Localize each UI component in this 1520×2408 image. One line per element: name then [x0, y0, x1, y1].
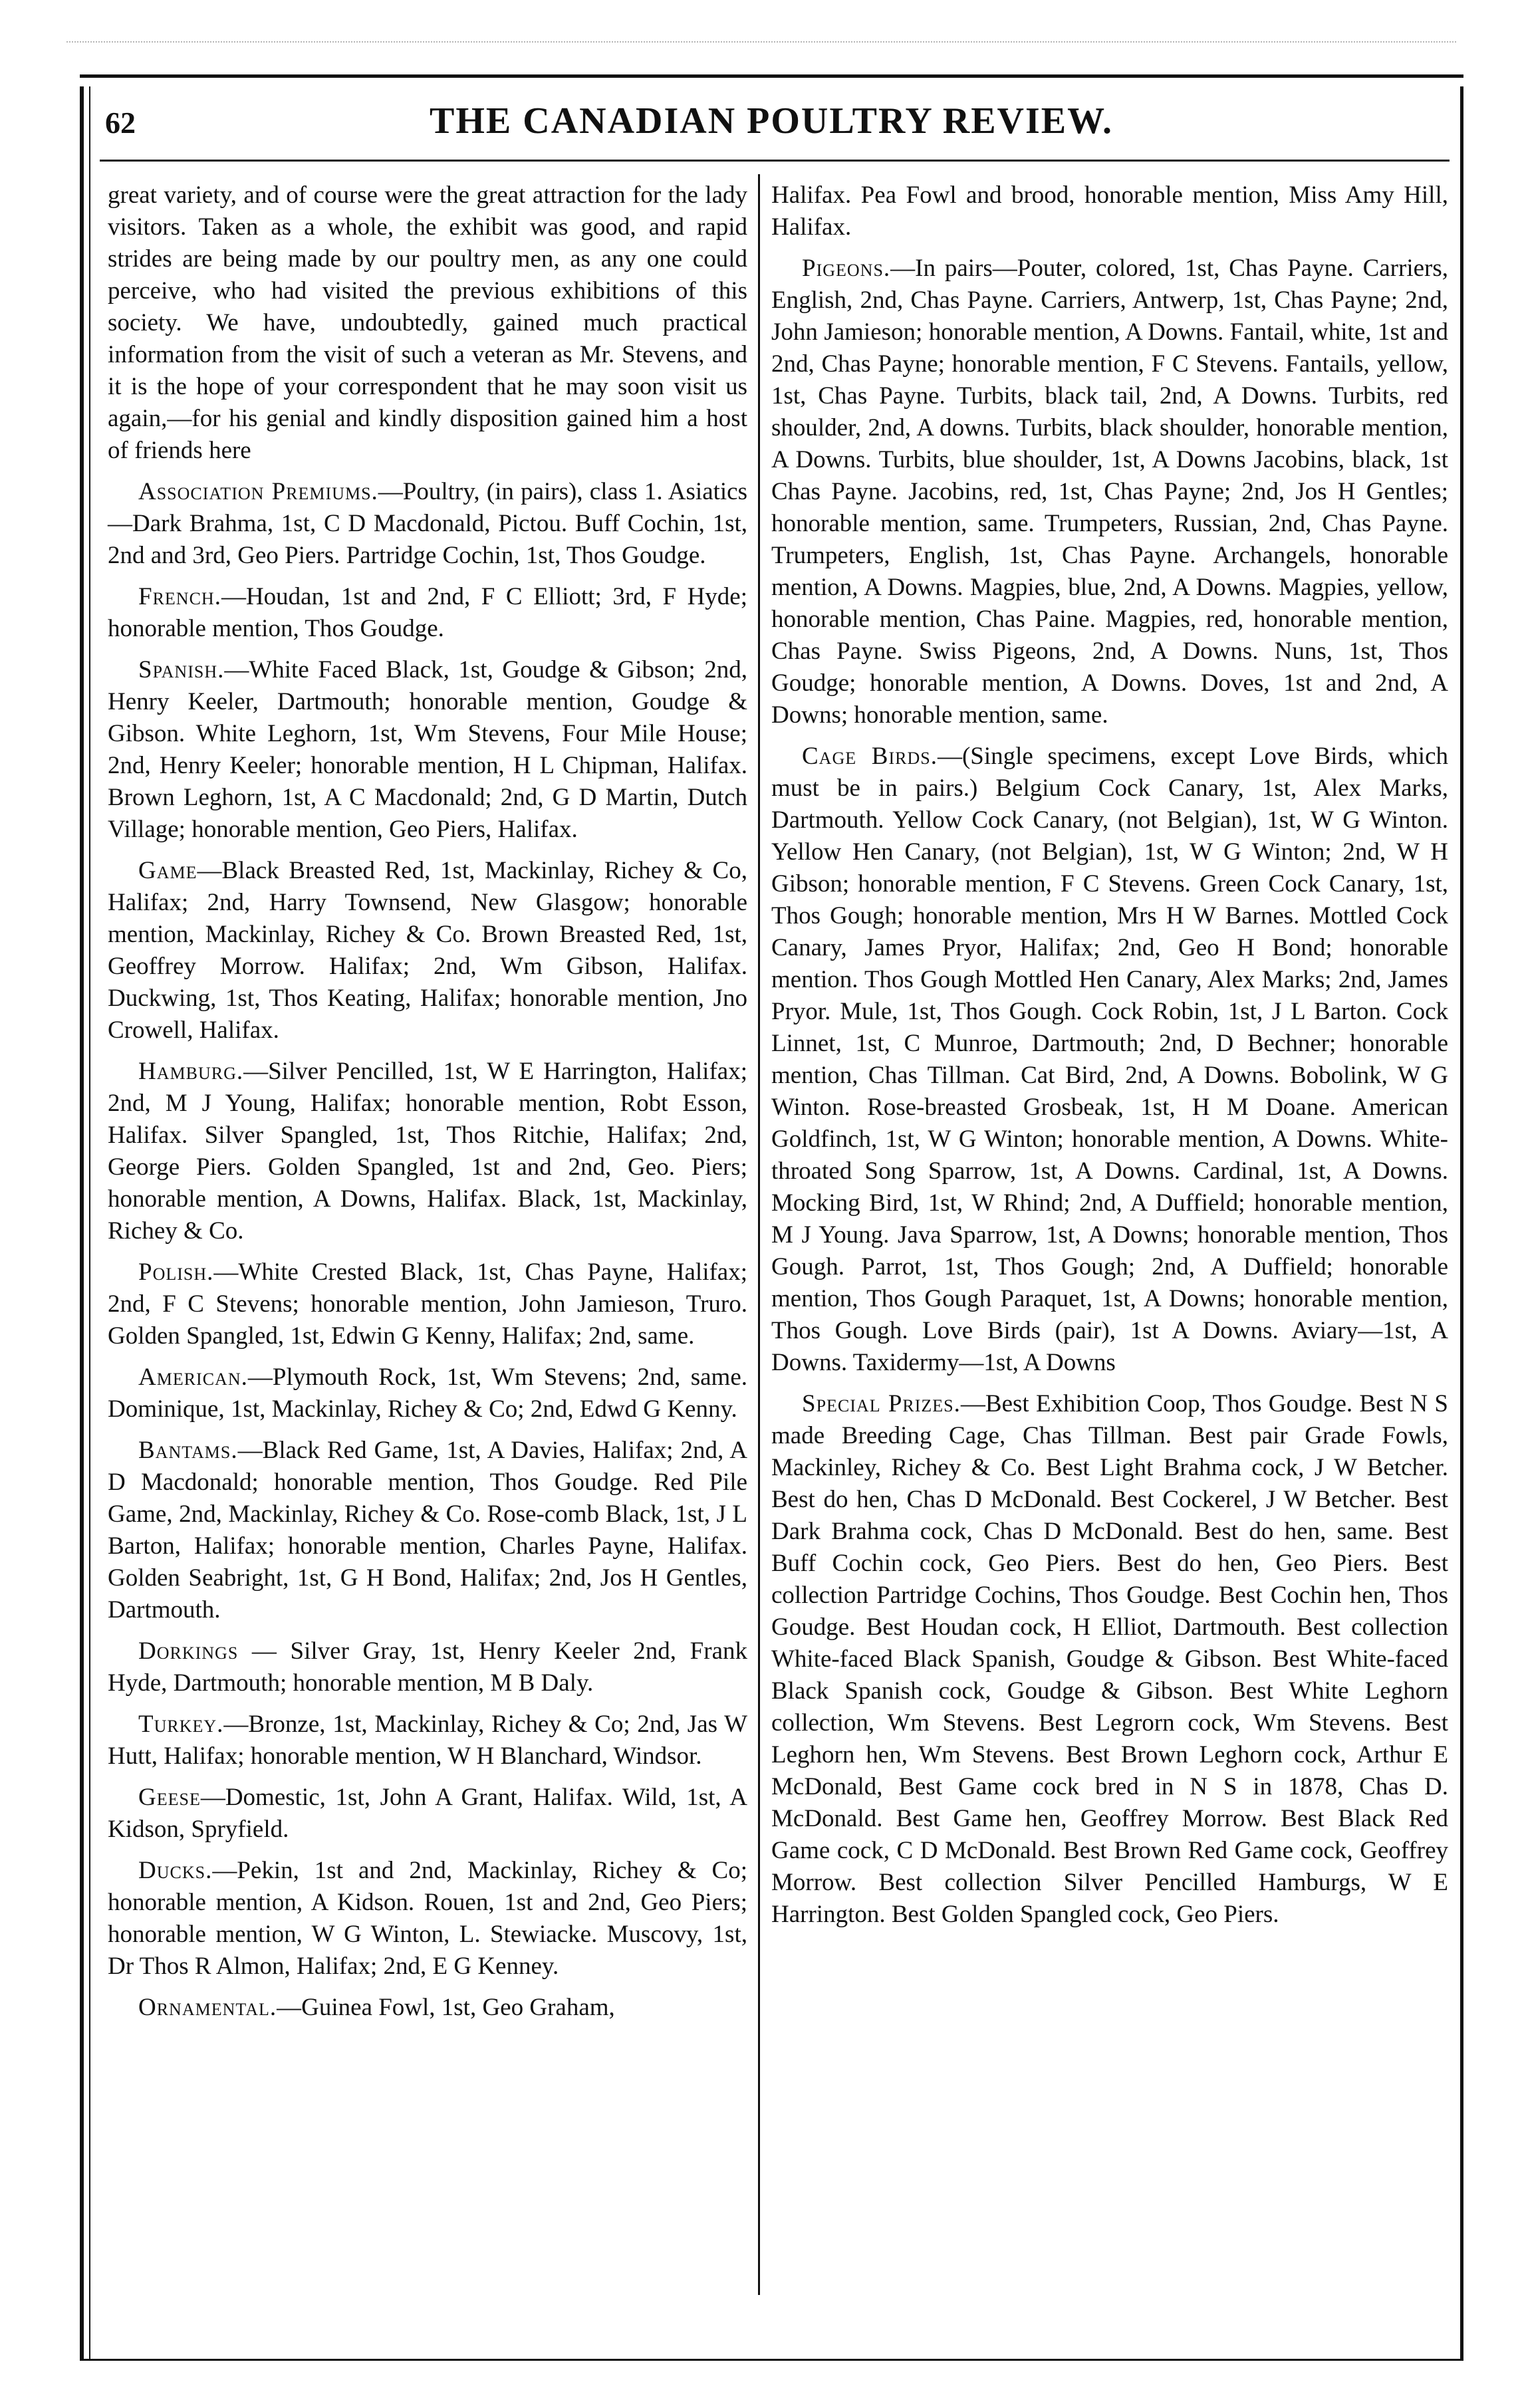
paragraph-text: —(Single specimens, except Love Birds, which must be in pairs.) Belgium Cock Canary, 1st, Alex Marks, Dartmouth. Yellow Cock Canary, (not Belgian), 1st, W G Winton. Yellow Hen Canary, (not Belgian), 1st, W G Winton; 2nd, W H Gibson; honorable mention, F C Stevens. Green Cock Canary, 1st, Thos Gough; honorable mention, Mrs H W Barnes. Mottled Cock Canary, James Pryor, Halifax; 2nd, Geo H Bond; honorable mention. Thos Gough Mottled Hen Canary, Alex Marks; 2nd, James Pryor. Mule, 1st, Thos Gough. Cock Robin, 1st, J L Barton. Cock Linnet, 1st, C Munroe, Dartmouth; 2nd, D Bechner; honorable mention, Chas Tillman. Cat Bird, 2nd, A Downs. Bobolink, W G Winton. Rose-breasted Grosbeak, 1st, H M Doane. American Goldfinch, 1st, W G Winton; honorable mention, A Downs. White-throated Song Sparrow, 1st, A Downs. Cardinal, 1st, A Downs. Mocking Bird, 1st, W Rhind; 2nd, A Duffield; honorable mention, M J Young. Java Sparrow, 1st, A Downs; honorable mention, Thos Gough. Parrot, 1st, Thos Gough; 2nd, A Duffield; honorable mention, Thos Gough Paraquet, 1st, A Downs; honorable mention, Thos Gough. Love Birds (pair), 1st A Downs. Aviary—1st, A Downs. Taxidermy—1st, A Downs: [771, 743, 1448, 1376]
paragraph-text: —Black Breasted Red, 1st, Mackinlay, Richey & Co, Halifax; 2nd, Harry Townsend, New Glasgow; honorable mention, Mackinlay, Richey & Co. Brown Breasted Red, 1st, Geoffrey Morrow. Halifax; 2nd, Wm Gibson, Halifax. Duckwing, 1st, Thos Keating, Halifax; honorable mention, Jno Crowell, Halifax.: [108, 857, 747, 1044]
paragraph-text: —Silver Pencilled, 1st, W E Harrington, Halifax; 2nd, M J Young, Halifax; honorable mention, Robt Esson, Halifax. Silver Spangled, 1st, Thos Ritchie, Halifax; 2nd, George Piers. Golden Spangled, 1st and 2nd, Geo. Piers; honorable mention, A Downs, Halifax. Black, 1st, Mackinlay, Richey & Co.: [108, 1058, 747, 1245]
paragraph-text: —Bronze, 1st, Mackinlay, Richey & Co; 2nd, Jas W Hutt, Halifax; honorable mention, W H Blanchard, Windsor.: [108, 1711, 747, 1770]
paragraph: [108, 1257, 747, 1352]
top-edge-speckle: [66, 41, 1456, 46]
paragraph-text: —Domestic, 1st, John A Grant, Halifax. Wild, 1st, A Kidson, Spryfield.: [108, 1784, 747, 1843]
paragraph-text: —Black Red Game, 1st, A Davies, Halifax; 2nd, A D Macdonald; honorable mention, Thos Goudge. Red Pile Game, 2nd, Mackinlay, Richey & Co. Rose-comb Black, 1st, J L Barton, Halifax; honorable mention, Charles Payne, Halifax. Golden Seabright, 1st, G H Bond, Halifax; 2nd, Jos H Gentles, Dartmouth.: [108, 1437, 747, 1624]
paragraph: [108, 1435, 747, 1626]
paragraph-text: —White Crested Black, 1st, Chas Payne, Halifax; 2nd, F C Stevens; honorable mention, John Jamieson, Truro. Golden Spangled, 1st, Edwin G Kenny, Halifax; 2nd, same.: [108, 1259, 747, 1350]
bottom-rule: [80, 2359, 1463, 2361]
section-label: Association Premiums.: [138, 478, 378, 505]
paragraph: [108, 1992, 747, 2024]
paragraph: [771, 253, 1448, 731]
section-label: Hamburg.: [138, 1058, 244, 1085]
paragraph: [108, 180, 747, 467]
paragraph-text: —White Faced Black, 1st, Goudge & Gibson; 2nd, Henry Keeler, Dartmouth; honorable mention, Goudge & Gibson. White Leghorn, 1st, Wm Stevens, Four Mile House; 2nd, Henry Keeler; honorable mention, H L Chipman, Halifax. Brown Leghorn, 1st, A C Macdonald; 2nd, G D Martin, Dutch Village; honorable mention, Geo Piers, Halifax.: [108, 656, 747, 843]
frame-top-rule: [80, 74, 1463, 78]
section-label: Spanish.: [138, 656, 225, 683]
paragraph: [771, 1388, 1448, 1931]
paragraph-text: Halifax. Pea Fowl and brood, honorable mention, Miss Amy Hill, Halifax.: [771, 181, 1448, 241]
section-label: Ducks.: [138, 1857, 213, 1884]
section-label: Polish.: [138, 1259, 214, 1286]
paragraph-text: —Best Exhibition Coop, Thos Goudge. Best N S made Breeding Cage, Chas Tillman. Best pair Grade Fowls, Mackinley, Richey & Co. Best Light Brahma cock, J W Betcher. Best do hen, Chas D McDonald. Best Cockerel, J W Betcher. Best Dark Brahma cock, Chas D McDonald. Best do hen, same. Best Buff Cochin cock, Geo Piers. Best do hen, Geo Piers. Best collection Partridge Cochins, Thos Goudge. Best Cochin hen, Thos Goudge. Best Houdan cock, H Elliot, Dartmouth. Best collection White-faced Black Spanish, Goudge & Gibson. Best White-faced Black Spanish cock, Goudge & Gibson. Best White Leghorn collection, Wm Stevens. Best Legrorn cock, Wm Stevens. Best Leghorn hen, Wm Stevens. Best Brown Leghorn cock, Arthur E McDonald, Best Game cock bred in N S in 1878, Chas D. McDonald. Best Game hen, Geoffrey Morrow. Best Black Red Game cock, C D McDonald. Best Brown Red Game cock, Geoffrey Morrow. Best collection Silver Pencilled Hamburgs, W E Harrington. Best Golden Spangled cock, Geo Piers.: [771, 1390, 1448, 1928]
paragraph: [108, 855, 747, 1046]
frame-right-rule: [1460, 86, 1463, 2360]
section-label: Dorkings: [138, 1637, 239, 1665]
left-column: [108, 180, 747, 2033]
section-label: Ornamental.: [138, 1994, 277, 2021]
section-label: Game: [138, 857, 197, 884]
paragraph-text: —Pekin, 1st and 2nd, Mackinlay, Richey & Co; honorable mention, A Kidson. Rouen, 1st and 2nd, Geo Piers; honorable mention, W G Winton, L. Stewiacke. Muscovy, 1st, Dr Thos R Almon, Halifax; 2nd, E G Kenney.: [108, 1857, 747, 1980]
paragraph: [108, 1709, 747, 1772]
frame-left-rule: [80, 86, 84, 2360]
section-label: Geese: [138, 1784, 201, 1811]
paragraph-text: — Silver Gray, 1st, Henry Keeler 2nd, Frank Hyde, Dartmouth; honorable mention, M B Daly.: [108, 1637, 747, 1697]
section-label: Turkey.: [138, 1711, 224, 1738]
paragraph: [108, 1056, 747, 1247]
section-label: French.: [138, 583, 221, 610]
right-column: [771, 180, 1448, 1940]
paragraph-text: —Guinea Fowl, 1st, Geo Graham,: [277, 1994, 615, 2021]
paragraph: [108, 1635, 747, 1699]
section-label: American.: [138, 1364, 248, 1391]
paragraph-text: —Plymouth Rock, 1st, Wm Stevens; 2nd, same. Dominique, 1st, Mackinlay, Richey & Co; 2nd, Edwd G Kenny.: [108, 1364, 747, 1423]
paragraph: [108, 1855, 747, 1983]
paragraph-text: great variety, and of course were the great attraction for the lady visitors. Taken as a whole, the exhibit was good, and rapid strides are being made by our poultry men, as any one could perceive, who had visited the previous exhibitions of this society. We have, undoubtedly, gained much practical information from the visit of such a veteran as Mr. Stevens, and it is the hope of your correspondent that he may soon visit us again,—for his genial and kindly disposition gained him a host of friends here: [108, 181, 747, 464]
paragraph: [108, 654, 747, 846]
paragraph-text: —Poultry, (in pairs), class 1. Asiatics—Dark Brahma, 1st, C D Macdonald, Pictou. Buff Cochin, 1st, 2nd and 3rd, Geo Piers. Partridge Cochin, 1st, Thos Goudge.: [108, 478, 747, 569]
paragraph: [108, 1362, 747, 1425]
paragraph: [108, 581, 747, 645]
paragraph: [108, 476, 747, 572]
paragraph: [108, 1782, 747, 1846]
section-label: Cage Birds.: [802, 743, 938, 770]
section-label: Bantams.: [138, 1437, 238, 1464]
section-label: Special Prizes.: [802, 1390, 961, 1417]
running-head: THE CANADIAN POULTRY REVIEW.: [430, 100, 1113, 142]
header-rule: [100, 160, 1450, 162]
section-label: Pigeons.: [802, 255, 891, 282]
frame-left-inner-rule: [89, 86, 90, 2360]
page-number: 62: [105, 106, 136, 140]
paragraph: [771, 180, 1448, 243]
paragraph-text: —In pairs—Pouter, colored, 1st, Chas Payne. Carriers, English, 2nd, Chas Payne. Carriers, Antwerp, 1st, Chas Payne; 2nd, John Jamieson; honorable mention, A Downs. Fantail, white, 1st and 2nd, Chas Payne; honorable mention, F C Stevens. Fantails, yellow, 1st, Chas Payne. Turbits, black tail, 2nd, A Downs. Turbits, red shoulder, 2nd, A downs. Turbits, black shoulder, honorable mention, A Downs. Turbits, blue shoulder, 1st, A Downs Jacobins, black, 1st Chas Payne. Jacobins, red, 1st, Chas Payne; 2nd, Jos H Gentles; honorable mention, same. Trumpeters, Russian, 2nd, Chas Payne. Trumpeters, English, 1st, Chas Payne. Archangels, honorable mention, A Downs. Magpies, blue, 2nd, A Downs. Magpies, yellow, honorable mention, Chas Paine. Magpies, red, honorable mention, Chas Payne. Swiss Pigeons, 2nd, A Downs. Nuns, 1st, Thos Goudge; honorable mention, A Downs. Doves, 1st and 2nd, A Downs; honorable mention, same.: [771, 255, 1448, 729]
column-divider: [758, 174, 760, 2295]
paragraph-text: —Houdan, 1st and 2nd, F C Elliott; 3rd, F Hyde; honorable mention, Thos Goudge.: [108, 583, 747, 642]
paragraph: [771, 741, 1448, 1379]
